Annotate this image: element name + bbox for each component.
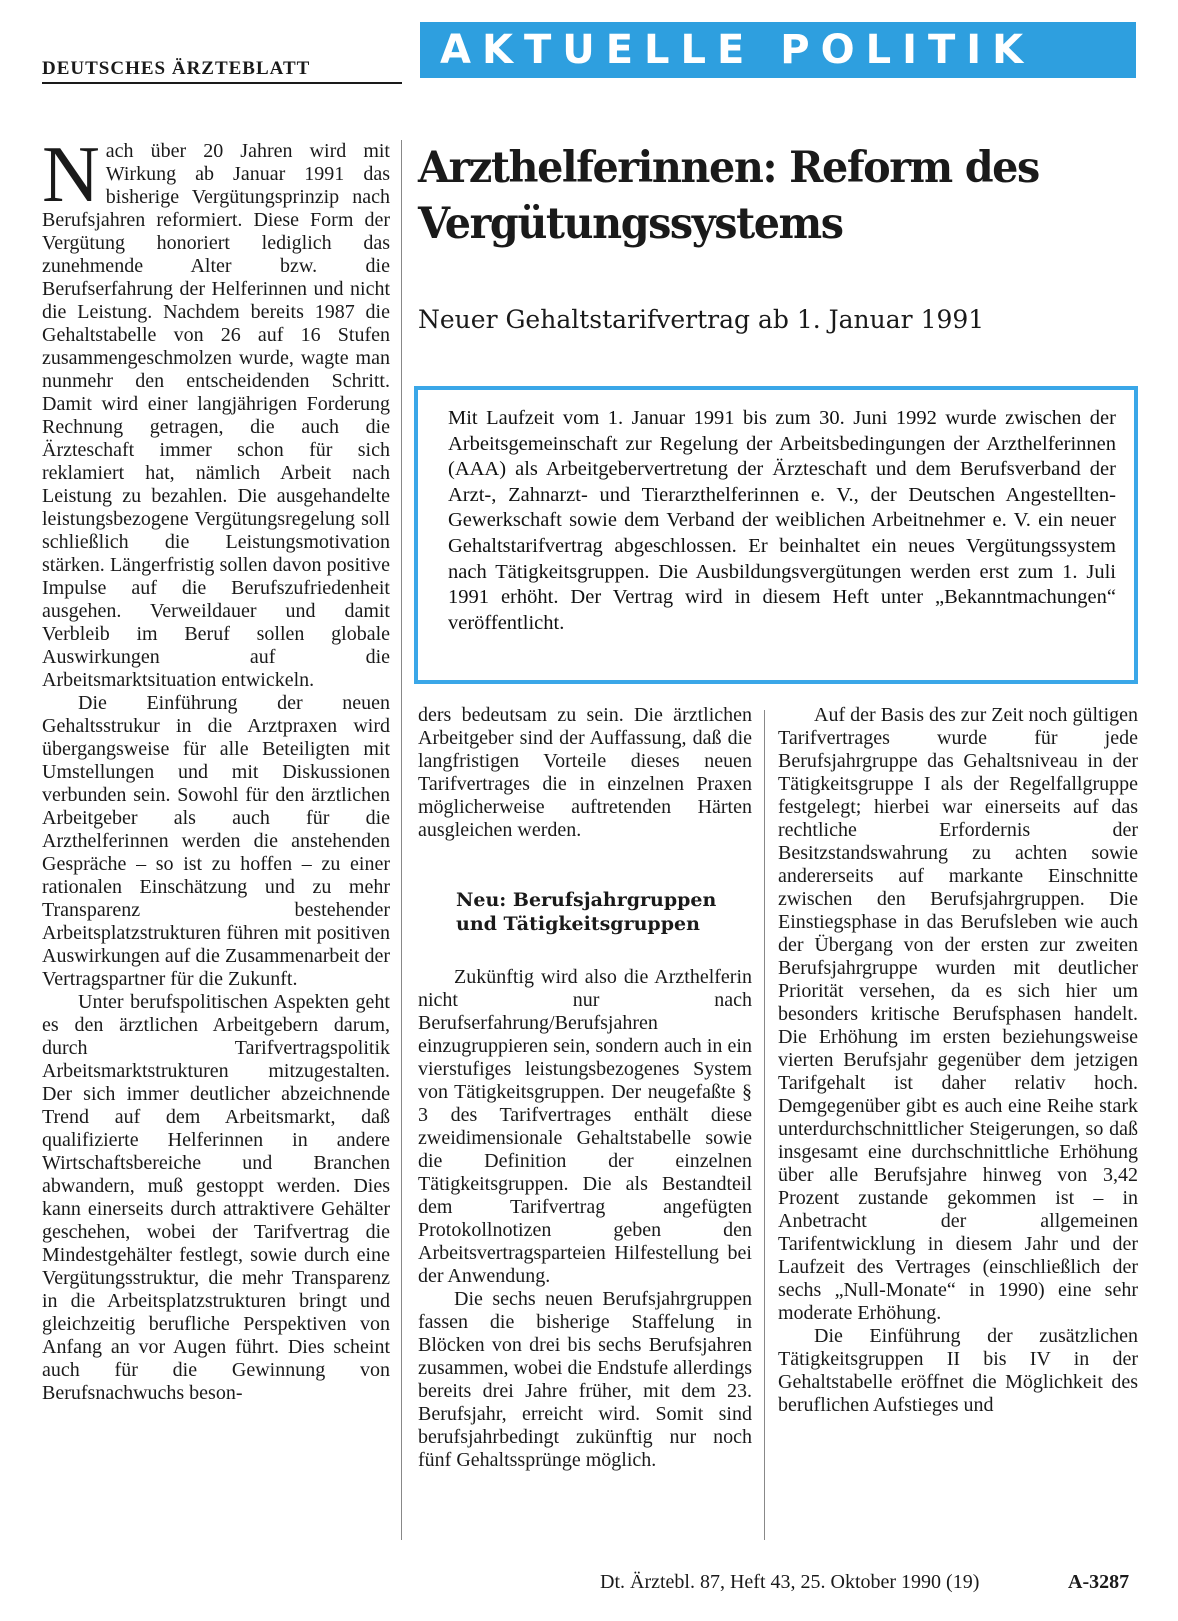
page-number: A-3287	[1068, 1571, 1130, 1593]
body-paragraph: Auf der Basis des zur Zeit noch gültigen Tarifvertrages wurde für jede Berufsjahrgruppe das Gehaltsniveau in der Tätigkeitsgruppe I als der Regelfallgruppe festgelegt; hierbei war einerseits auf das rechtliche Erfordernis der Besitzstandswahrung zu achten sowie andererseits auf markante Einschnitte zwischen den Berufsjahrgruppen. Die Einstiegsphase in das Berufsleben wie auch der Übergang von der ersten zur zweiten Berufsjahrgruppe wurden mit deutlicher Priorität versehen, da es sich hier um besonders kritische Berufsphasen handelt. Die Erhöhung im ersten beziehungsweise vierten Berufsjahr gegenüber dem jetzigen Tarifgehalt ist daher relativ hoch. Demgegenüber gibt es auch eine Reihe stark unterdurchschnittlicher Steigerungen, so daß insgesamt eine durchschnittliche Erhöhung über alle Berufsjahre hinweg von 3,42 Prozent zustande gekommen ist – in Anbetracht der allgemeinen Tarifentwicklung in diesem Jahr und der Laufzeit des Vertrages (einschließlich der sechs „Null-Monate“ in 1990) eine sehr moderate Erhöhung.	[778, 704, 1138, 1324]
paragraph-text: ach über 20 Jahren wird mit Wirkung ab Januar 1991 das bisherige Vergütungsprinzip nach Berufsjahren reformiert. Diese Form der Vergütung honoriert lediglich das zunehmende Alter bzw. die Berufserfahrung der Helferinnen und nicht die Leistung. Nachdem bereits 1987 die Gehaltstabelle von 26 auf 16 Stufen zusammengeschmolzen wurde, wagte man nunmehr den entscheidenden Schritt. Damit wird einer langjährigen Forderung Rechnung getragen, die auch die Ärzteschaft immer schon für sich reklamiert hat, nämlich Arbeit nach Leistung zu bezahlen. Die ausgehandelte leistungsbezogene Vergütungsregelung soll schließlich die Leistungsmotivation stärken. Längerfristig sollen davon positive Impulse auf die Berufszufriedenheit ausgehen. Verweildauer und damit Verbleib im Beruf sollen globale Auswirkungen auf die Arbeitsmarktsituation entwickeln.	[42, 140, 390, 691]
article-subheadline: Neuer Gehaltstarifvertrag ab 1. Januar 1991	[418, 305, 985, 334]
column-divider-left	[401, 140, 402, 1540]
section-subheading: Neu: Berufsjahrgruppen und Tätigkeitsgruppen	[456, 889, 717, 935]
body-paragraph: Unter berufspolitischen Aspekten geht es den ärztlichen Arbeitgebern darum, durch Tarifvertragspolitik Arbeitsmarktstrukturen mitzugestalten. Der sich immer deutlicher abzeichnende Trend auf dem Arbeitsmarkt, daß qualifizierte Helferinnen in andere Wirtschaftsbereiche und Branchen abwandern, muß gestoppt werden. Dies kann einerseits durch attraktivere Gehälter geschehen, wobei der Tarifvertrag die Mindestgehälter festlegt, sowie durch eine Vergütungsstruktur, die mehr Transparenz in die Arbeitsplatzstrukturen bringt und gleichzeitig berufliche Perspektiven von Anfang an vor Augen führt. Dies scheint auch für die Gewinnung von Berufsnachwuchs beson-	[42, 991, 390, 1404]
body-paragraph: Die Einführung der zusätzlichen Tätigkeitsgruppen II bis IV in der Gehaltstabelle eröffnet die Möglichkeit des beruflichen Aufstieges und	[778, 1325, 1138, 1416]
body-paragraph: ders bedeutsam zu sein. Die ärztlichen Arbeitgeber sind der Auffassung, daß die langfristigen Vorteile dieses neuen Tarifvertrages die in einzelnen Praxen möglicherweise auftretenden Härten ausgleichen werden.	[418, 704, 752, 841]
footer-citation: Dt. Ärztebl. 87, Heft 43, 25. Oktober 1990 (19)	[600, 1571, 980, 1593]
body-paragraph: Die sechs neuen Berufsjahrgruppen fassen die bisherige Staffelung in Blöcken von drei bis sechs Berufsjahren zusammen, wobei die Endstufe allerdings bereits drei Jahre früher, mit dem 23. Berufsjahr, erreicht wird. Somit sind berufsjahrbedingt zukünftig nur noch fünf Gehaltssprünge möglich.	[418, 1288, 752, 1471]
drop-cap: N	[42, 131, 100, 219]
body-paragraph: Zukünftig wird also die Arzthelferin nicht nur nach Berufserfahrung/Berufsjahren einzugruppieren sein, sondern auch in ein vierstufiges leistungsbezogenes System von Tätigkeitsgruppen. Der neugefaßte § 3 des Tarifvertrages enthält diese zweidimensionale Gehaltstabelle sowie die Definition der einzelnen Tätigkeitsgruppen. Die als Bestandteil dem Tarifvertrag angefügten Protokollnotizen geben den Arbeitsvertragsparteien Hilfestellung bei der Anwendung.	[418, 966, 752, 1287]
body-column-3	[778, 704, 1138, 1417]
body-paragraph	[42, 131, 390, 692]
intro-box: Mit Laufzeit vom 1. Januar 1991 bis zum 30. Juni 1992 wurde zwischen der Arbeitsgemeinschaft zur Regelung der Arbeitsbedingungen der Arzthelferinnen (AAA) als Arbeitgebervertretung der Ärzteschaft und dem Berufsverband der Arzt-, Zahnarzt- und Tierarzthelferinnen e. V., der Deutschen Angestellten-Gewerkschaft sowie dem Verband der weiblichen Arbeitnehmer e. V. ein neuer Gehaltstarifvertrag abgeschlossen. Er beinhaltet ein neues Vergütungssystem nach Tätigkeitsgruppen. Die Ausbildungsvergütungen werden erst zum 1. Juli 1991 erhöht. Der Vertrag wird in diesem Heft unter „Bekanntmachungen“ veröffentlicht.	[414, 386, 1138, 684]
section-banner: AKTUELLE POLITIK	[420, 22, 1136, 78]
body-paragraph: Die Einführung der neuen Gehaltsstrukur in die Arztpraxen wird übergangsweise für alle Beteiligten mit Umstellungen und mit Diskussionen verbunden sein. Sowohl für den ärztlichen Arbeitgeber als auch für die Arzthelferinnen werden die anstehenden Gespräche – so ist zu hoffen – zu einer rationalen Einschätzung und zu mehr Transparenz bestehender Arbeitsplatzstrukturen führen mit positiven Auswirkungen auf die Zusammenarbeit der Vertragspartner für die Zukunft.	[42, 692, 390, 990]
header-rule	[42, 82, 402, 84]
column-divider-right	[764, 710, 765, 1540]
article-headline: Arzthelferinnen: Reform des Vergütungssystems	[418, 143, 1039, 249]
body-column-1	[42, 131, 390, 1405]
body-column-2	[418, 704, 752, 1472]
masthead: DEUTSCHES ÄRZTEBLATT	[42, 58, 311, 79]
